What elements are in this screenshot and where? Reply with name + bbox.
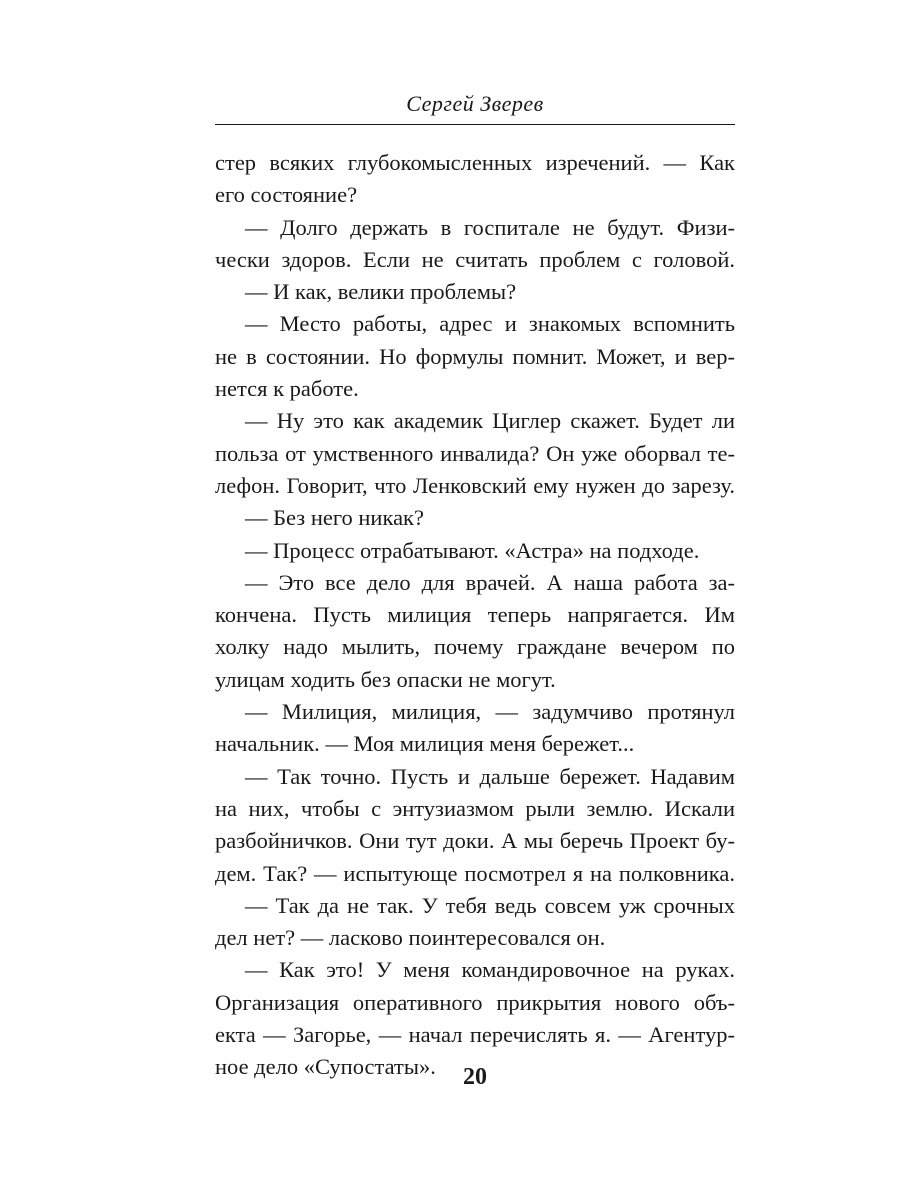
text-line: не в состоянии. Но формулы помнит. Может, и вер- — [215, 343, 735, 369]
paragraph — [215, 502, 735, 534]
text-line: холку надо мылить, почему граждане вечером по — [215, 634, 735, 660]
paragraph-continuation — [215, 341, 735, 406]
paragraph-continuation — [215, 438, 735, 503]
paragraph — [215, 276, 735, 308]
text-line: — Без него никак? — [245, 505, 424, 531]
text-line: разбойничков. Они тут доки. А мы беречь Проект бу- — [215, 828, 735, 854]
text-line: начальник. — Моя милиция меня бережет... — [215, 731, 635, 757]
text-line: — Место работы, адрес и знакомых вспомнить — [245, 311, 735, 337]
paragraph-continuation — [215, 728, 735, 760]
text-line: — Ну это как академик Циглер скажет. Будет ли — [245, 408, 735, 434]
text-line: — Процесс отрабатывают. «Астра» на подходе. — [245, 537, 700, 563]
paragraph — [215, 696, 735, 728]
text-line: его состояние? — [215, 182, 358, 208]
text-line: — Так точно. Пусть и дальше бережет. Надавим — [245, 763, 735, 789]
text-line: екта — Загорье, — начал перечислять я. — Агентур- — [215, 1022, 735, 1048]
text-line: — Так да не так. У тебя ведь совсем уж срочных — [245, 892, 735, 918]
paragraph-continuation — [215, 793, 735, 890]
text-line: нется к работе. — [215, 376, 359, 402]
paragraph — [215, 405, 735, 437]
text-line: Организация оперативного прикрытия нового объ- — [215, 989, 735, 1015]
text-line: — Долго держать в госпитале не будут. Физи- — [245, 214, 735, 240]
text-line: — И как, велики проблемы? — [245, 279, 517, 305]
running-head: Сергей Зверев — [406, 91, 544, 116]
paragraph — [215, 308, 735, 340]
text-line: дем. Так? — испытующе посмотрел я на полковника. — [215, 860, 735, 886]
text-line: — Как это! У меня командировочное на руках. — [245, 957, 735, 983]
paragraph — [215, 147, 735, 212]
text-line: на них, чтобы с энтузиазмом рыли землю. Искали — [215, 795, 735, 821]
text-line: улицам ходить без опаски не могут. — [215, 666, 556, 692]
paragraph — [215, 535, 735, 567]
paragraph-continuation — [215, 599, 735, 696]
paragraph — [215, 567, 735, 599]
text-line: лефон. Говорит, что Ленковский ему нужен до зарезу. — [215, 472, 735, 498]
paragraph-continuation — [215, 244, 735, 276]
paragraph-continuation — [215, 922, 735, 954]
text-line: чески здоров. Если не считать проблем с головой. — [215, 246, 735, 272]
text-line: польза от умственного инвалида? Он уже оборвал те- — [215, 440, 735, 466]
text-line: — Это все дело для врачей. А наша работа за- — [245, 569, 735, 595]
header-rule — [215, 124, 735, 125]
paragraph — [215, 212, 735, 244]
text-line: стер всяких глубокомысленных изречений. — Как — [215, 150, 735, 175]
text-line: дел нет? — ласково поинтересовался он. — [215, 925, 606, 951]
text-line: кончена. Пусть милиция теперь напрягается. Им — [215, 602, 735, 628]
paragraph — [215, 761, 735, 793]
text-body — [215, 147, 735, 1084]
text-line: — Милиция, милиция, — задумчиво протянул — [245, 699, 735, 725]
page-number: 20 — [463, 1064, 487, 1090]
paragraph — [215, 954, 735, 986]
paragraph — [215, 890, 735, 922]
text-line: ное дело «Супостаты». — [215, 1054, 436, 1080]
